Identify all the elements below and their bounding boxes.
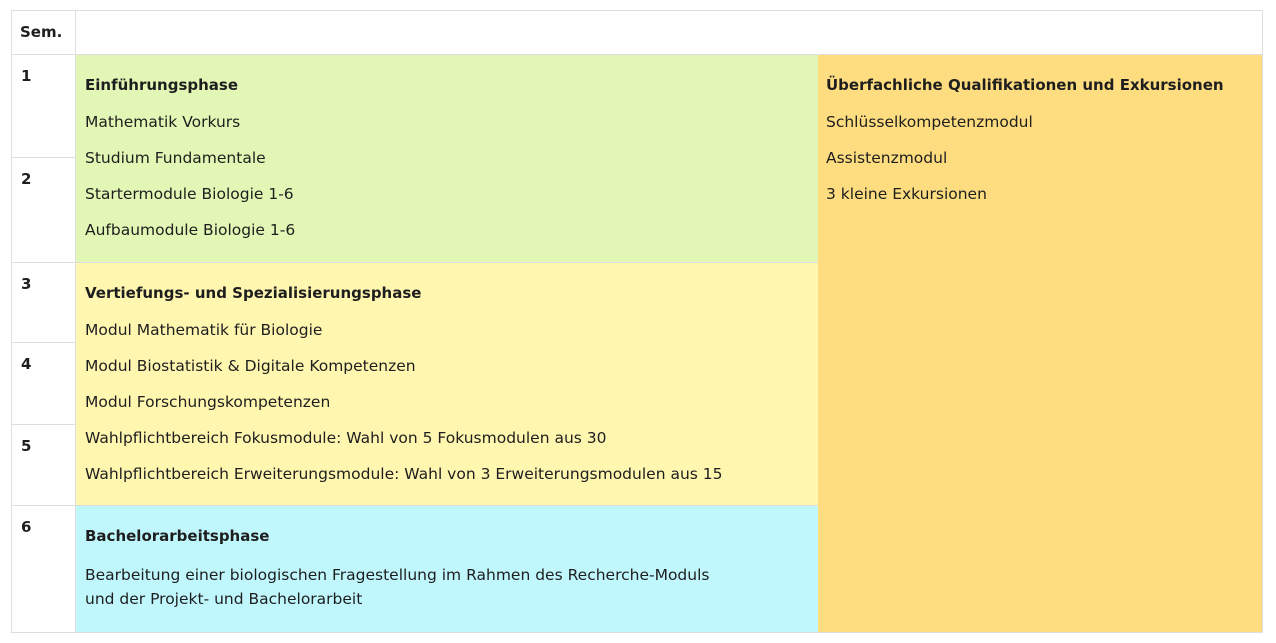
semester-column-header: Sem.	[12, 11, 76, 55]
interdisciplinary-qualifications-item: 3 kleine Exkursionen	[826, 185, 987, 203]
specialization-phase-item: Modul Mathematik für Biologie	[85, 321, 323, 339]
thesis-phase-block	[76, 506, 818, 633]
intro-phase-title: Einführungsphase	[85, 76, 239, 94]
intro-phase-item: Aufbaumodule Biologie 1-6	[85, 221, 296, 239]
intro-phase-block	[76, 55, 818, 263]
thesis-phase-description-line-2: und der Projekt- und Bachelorarbeit	[85, 590, 363, 608]
thesis-phase-description-line-1: Bearbeitung einer biologischen Fragestellung im Rahmen des Recherche-Moduls	[85, 566, 710, 584]
intro-phase-item: Startermodule Biologie 1-6	[85, 185, 294, 203]
thesis-phase-title: Bachelorarbeitsphase	[85, 527, 270, 545]
interdisciplinary-qualifications-item: Schlüsselkompetenzmodul	[826, 113, 1033, 131]
semester-2-cell: 2	[12, 158, 76, 263]
semester-4-cell: 4	[12, 343, 76, 425]
specialization-phase-item: Wahlpflichtbereich Fokusmodule: Wahl von 5 Fokusmodulen aus 30	[85, 429, 607, 447]
semester-6-cell: 6	[12, 506, 76, 633]
specialization-phase-item: Modul Forschungskompetenzen	[85, 393, 331, 411]
specialization-phase-item: Wahlpflichtbereich Erweiterungsmodule: Wahl von 3 Erweiterungsmodulen aus 15	[85, 465, 723, 483]
semester-3-cell: 3	[12, 263, 76, 343]
interdisciplinary-qualifications-block	[818, 55, 1263, 633]
interdisciplinary-qualifications-title: Überfachliche Qualifikationen und Exkursionen	[826, 76, 1224, 94]
semester-5-cell: 5	[12, 425, 76, 506]
study-plan-table	[11, 10, 1263, 633]
specialization-phase-block	[76, 263, 818, 506]
semester-1-cell: 1	[12, 55, 76, 158]
interdisciplinary-qualifications-item: Assistenzmodul	[826, 149, 948, 167]
specialization-phase-item: Modul Biostatistik & Digitale Kompetenzen	[85, 357, 416, 375]
header-blank-cell	[76, 11, 1263, 55]
intro-phase-item: Mathematik Vorkurs	[85, 113, 241, 131]
intro-phase-item: Studium Fundamentale	[85, 149, 266, 167]
specialization-phase-title: Vertiefungs- und Spezialisierungsphase	[85, 284, 422, 302]
